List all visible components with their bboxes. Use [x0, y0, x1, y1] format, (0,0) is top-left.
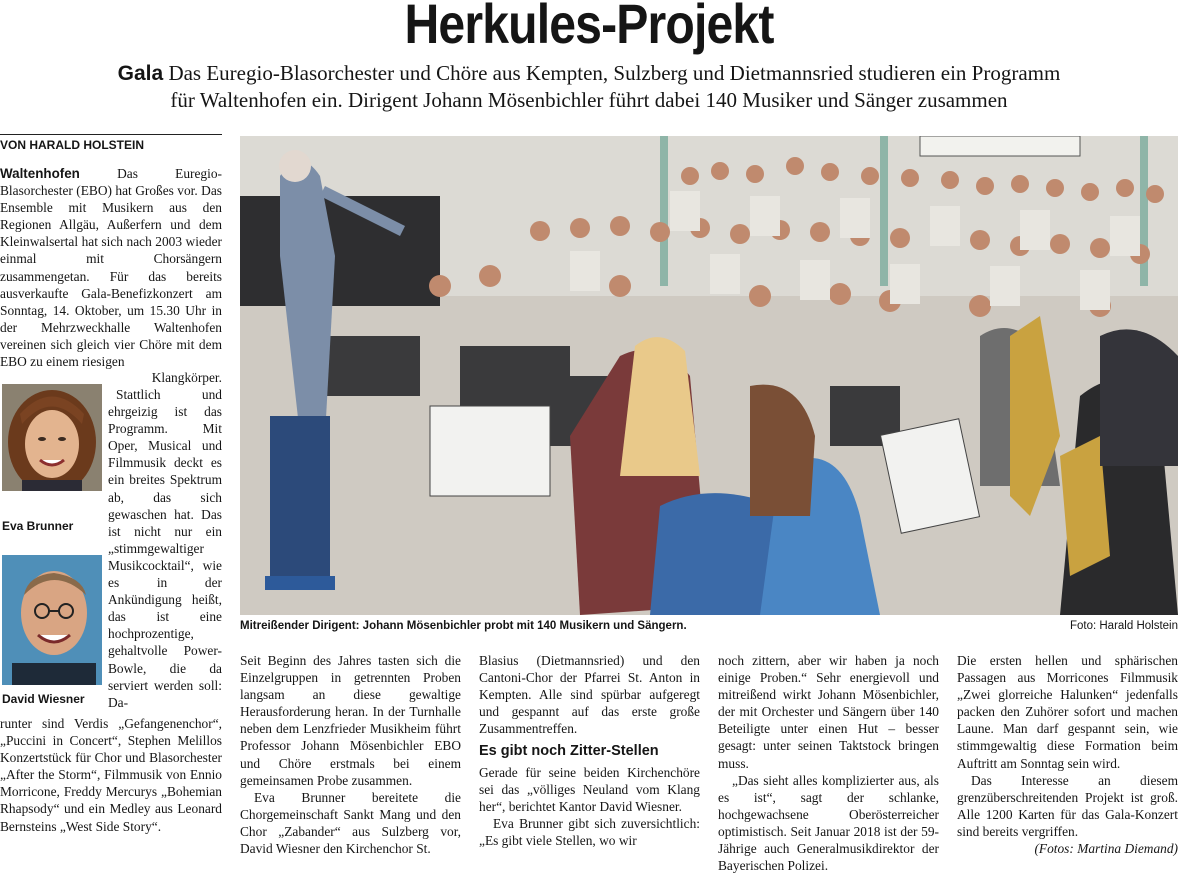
byline: VON HARALD HOLSTEIN [0, 134, 222, 152]
portrait-eva-brunner [2, 384, 102, 491]
col3-paragraph-3: Eva Brunner gibt sich zuversichtlich: „Es gibt viele Stellen, wo wir [479, 815, 700, 848]
rehearsal-photo-image [240, 136, 1178, 615]
column-1-narrow [108, 386, 222, 711]
col3-paragraph-2: Gerade für seine beiden Kirchenchöre sei das „völliges Neuland vom Klang her“, berichtet Kantor David Wiesner. [479, 764, 700, 814]
photo-signature: (Fotos: Martina Diemand) [1034, 841, 1178, 857]
column-1-bottom [0, 715, 222, 835]
col3-paragraph-1: Blasius (Dietmannsried) und den Cantoni-Chor der Pfarrei St. Anton in Kempten. Alle sind spürbar aufgeregt und gespannt auf das erste große Zusammentreffen. [479, 653, 700, 737]
col1-paragraph-1: Das Euregio-Blasorchester (EBO) hat Großes vor. Das Ensemble mit Musikern aus den Regionen Allgäu, Außerfern und dem Kleinwalsertal hat sich nach 2003 wieder einmal mit Chorsängern zusammengetan. Für das bereits ausverkaufte Gala-Benefizkonzert am Sonntag, 14. Oktober, um 15.30 Uhr in der Mehrzweckhalle Waltenhofen vereinen sich gleich vier Chöre mit dem EBO zu einem riesigen [0, 166, 222, 370]
column-5 [957, 652, 1178, 857]
portrait-david-wiesner-image [2, 555, 102, 685]
column-2 [240, 652, 461, 857]
col1-paragraph-1-end: Klangkörper. [151, 370, 222, 385]
column-3 [479, 652, 700, 849]
deck-line-2: für Waltenhofen ein. Dirigent Johann Mösenbichler führt dabei 140 Musiker und Sänger zusammen [170, 88, 1008, 112]
photo-credit: Foto: Harald Holstein [1069, 620, 1178, 632]
photo-caption-row [240, 620, 1178, 636]
portrait-david-wiesner [2, 555, 102, 685]
column-4 [718, 652, 939, 874]
col1-paragraph-2-wide: runter sind Verdis „Gefangenenchor“, „Puccini in Concert“, Stephen Melillos Konzertstück für Chor und Blasorchester „After the Storm“, Filmmusik von Ennio Morricone, Freddy Mercurys „Bohemian Rhapsody“ und ein Medley aus Leonard Bernsteins „West Side Story“. [0, 716, 222, 834]
photo-caption: Mitreißender Dirigent: Johann Mösenbichler probt mit 140 Musikern und Sängern. [240, 620, 687, 632]
col4-paragraph-2: „Das sieht alles komplizierter aus, als es ist“, sagt der schlanke, hochgewachsene Oberösterreicher optimistisch. Seit Januar 2018 ist der 59-Jährige auch Generalmusikdirektor der Bayerischen Polizei. [718, 772, 939, 874]
column-1-top [0, 165, 222, 370]
rehearsal-photo [240, 136, 1178, 615]
deck-kicker: Gala [117, 62, 164, 85]
col4-paragraph-1: noch zittern, aber wir haben ja noch einige Proben.“ Sehr energievoll und mitreißend wirkt Johann Mösenbichler, der mit Orchester und Sängern über 140 Beteiligte unter einen Hut – besser gesagt: unter seinen Taktstock bringen muss. [718, 653, 939, 771]
headline: Herkules-Projekt [404, 0, 774, 55]
col1-paragraph-2-narrow: Stattlich und ehrgeizig ist das Programm. Mit Oper, Musical und Filmmusik deckt es ein breites Spektrum ab, das sich gewaschen hat. Das ist nicht nur ein „stimmgewaltiger Musikcocktail“, wie es in der Ankündigung heißt, das ist eine hochprozentige, gehaltvolle Power-Bowle, die da serviert werden soll: Da- [108, 387, 222, 710]
dateline: Waltenhofen [0, 166, 80, 181]
deck-line-1: Das Euregio-Blasorchester und Chöre aus Kempten, Sulzberg und Dietmannsried studieren ein Programm [168, 61, 1061, 85]
portrait-eva-brunner-image [2, 384, 102, 491]
col5-paragraph-1: Die ersten hellen und sphärischen Passagen aus Morricones Filmmusik „Zwei glorreiche Halunken“ jedenfalls packen den Zuhörer sofort und machen Laune. Man darf gespannt sein, wie stimmgewaltig diese Formation beim Auftritt am Sonntag sein wird. [957, 653, 1178, 771]
col2-paragraph-2: Eva Brunner bereitete die Chorgemeinschaft Sankt Mang und den Chor „Zabander“ aus Sulzberg vor, David Wiesner den Kirchenchor St. [240, 789, 461, 857]
portrait-name-eva-brunner: Eva Brunner [2, 519, 74, 533]
col3-subheading: Es gibt noch Zitter-Stellen [479, 743, 659, 760]
col5-paragraph-2: Das Interesse an diesem grenzüberschreitenden Projekt ist groß. Alle 1200 Karten für das Gala-Konzert sind bereits vergriffen. [957, 772, 1178, 839]
deck [20, 60, 1158, 114]
portrait-name-david-wiesner: David Wiesner [2, 692, 85, 706]
col2-paragraph-1: Seit Beginn des Jahres tasten sich die Einzelgruppen in getrennten Proben langsam an diese gewaltige Herausforderung heran. In der Turnhalle neben dem Lenzfrieder Musikheim führt Professor Johann Mösenbichler EBO und Chöre erstmals bei einem gemeinsamen Probe zusammen. [240, 653, 461, 788]
